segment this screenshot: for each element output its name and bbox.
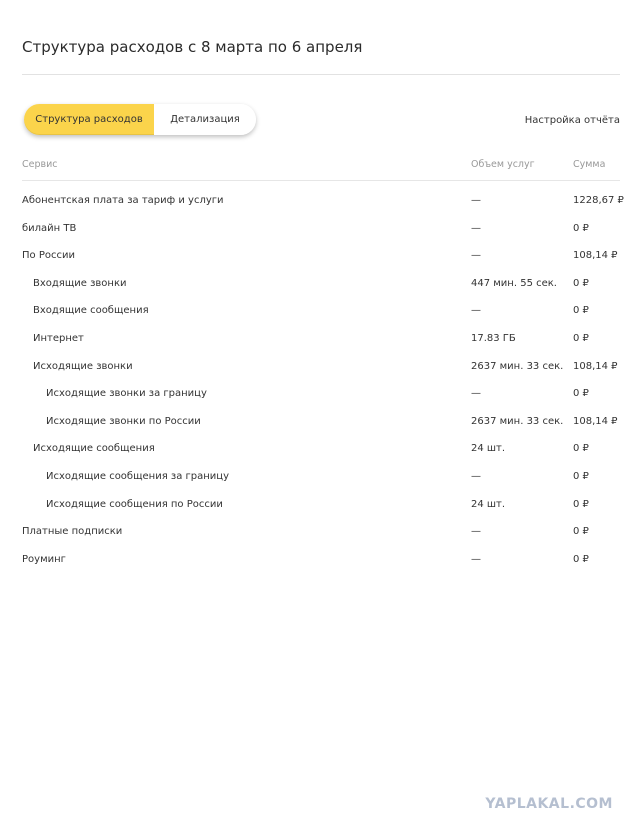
- service-volume: —: [471, 388, 481, 400]
- service-name: Исходящие сообщения по России: [46, 498, 223, 510]
- service-name: Исходящие сообщения: [33, 443, 155, 455]
- service-volume: 24 шт.: [471, 498, 506, 510]
- service-name: Платные подписки: [22, 526, 123, 538]
- table-row: [22, 325, 620, 353]
- service-sum: 0 ₽: [573, 443, 589, 455]
- table-row: [22, 270, 620, 298]
- service-sum: 0 ₽: [573, 277, 589, 289]
- service-volume: 447 мин. 55 сек.: [471, 277, 557, 289]
- table-header: [22, 150, 620, 181]
- service-volume: —: [471, 195, 481, 206]
- service-sum: 0 ₽: [573, 470, 589, 482]
- service-name: Абонентская плата за тариф и услуги: [22, 195, 224, 206]
- column-header-sum: Сумма: [573, 159, 606, 170]
- service-volume: 24 шт.: [471, 443, 506, 455]
- service-volume: —: [471, 526, 481, 538]
- service-volume: —: [471, 553, 481, 565]
- service-sum: 0 ₽: [573, 222, 589, 234]
- service-sum: 108,14 ₽: [573, 360, 618, 372]
- table-row: [22, 242, 620, 270]
- report-tabs: [24, 104, 256, 135]
- service-sum: 0 ₽: [573, 498, 589, 510]
- table-row: [22, 518, 620, 546]
- service-name: Входящие сообщения: [33, 305, 149, 317]
- service-name: Исходящие сообщения за границу: [46, 470, 230, 482]
- table-row: [22, 380, 620, 408]
- service-name: билайн ТВ: [22, 222, 77, 234]
- service-sum: 0 ₽: [573, 553, 589, 565]
- service-volume: 2637 мин. 33 сек.: [471, 415, 564, 427]
- table-row: [22, 435, 620, 463]
- service-name: Исходящие звонки по России: [46, 415, 201, 427]
- table-row: [22, 463, 620, 491]
- service-sum: 0 ₽: [573, 305, 589, 317]
- table-row: [22, 215, 620, 243]
- service-sum: 0 ₽: [573, 526, 589, 538]
- report-settings-link[interactable]: Настройка отчёта: [524, 115, 620, 126]
- table-row: [22, 546, 620, 574]
- service-sum: 1228,67 ₽: [573, 195, 624, 206]
- watermark: YAPLAKAL.COM: [485, 796, 613, 812]
- service-volume: —: [471, 470, 481, 482]
- service-name: Исходящие звонки за границу: [46, 388, 207, 400]
- table-row: [22, 297, 620, 325]
- column-header-service: Сервис: [22, 159, 58, 170]
- service-name: Входящие звонки: [33, 277, 127, 289]
- service-name: Роуминг: [22, 553, 66, 565]
- service-sum: 0 ₽: [573, 388, 589, 400]
- page-title: Структура расходов с 8 марта по 6 апреля: [22, 38, 363, 56]
- service-sum: 0 ₽: [573, 332, 589, 344]
- service-volume: —: [471, 250, 481, 262]
- table-row: [22, 187, 624, 215]
- table-row: [22, 408, 620, 436]
- tab-details[interactable]: Детализация: [154, 104, 256, 135]
- service-name: По России: [22, 250, 75, 262]
- tab-expense-structure[interactable]: Структура расходов: [24, 104, 154, 135]
- service-volume: 2637 мин. 33 сек.: [471, 360, 564, 372]
- service-volume: —: [471, 222, 481, 234]
- expense-table: [22, 150, 624, 567]
- service-name: Исходящие звонки: [33, 360, 133, 372]
- service-name: Интернет: [33, 332, 84, 344]
- table-row: [22, 491, 620, 519]
- column-header-volume: Объем услуг: [471, 159, 535, 170]
- title-divider: [22, 74, 620, 75]
- table-row: [22, 353, 620, 381]
- service-volume: 17.83 ГБ: [471, 332, 516, 344]
- table-body: [22, 187, 624, 573]
- service-sum: 108,14 ₽: [573, 250, 618, 262]
- service-sum: 108,14 ₽: [573, 415, 618, 427]
- service-volume: —: [471, 305, 481, 317]
